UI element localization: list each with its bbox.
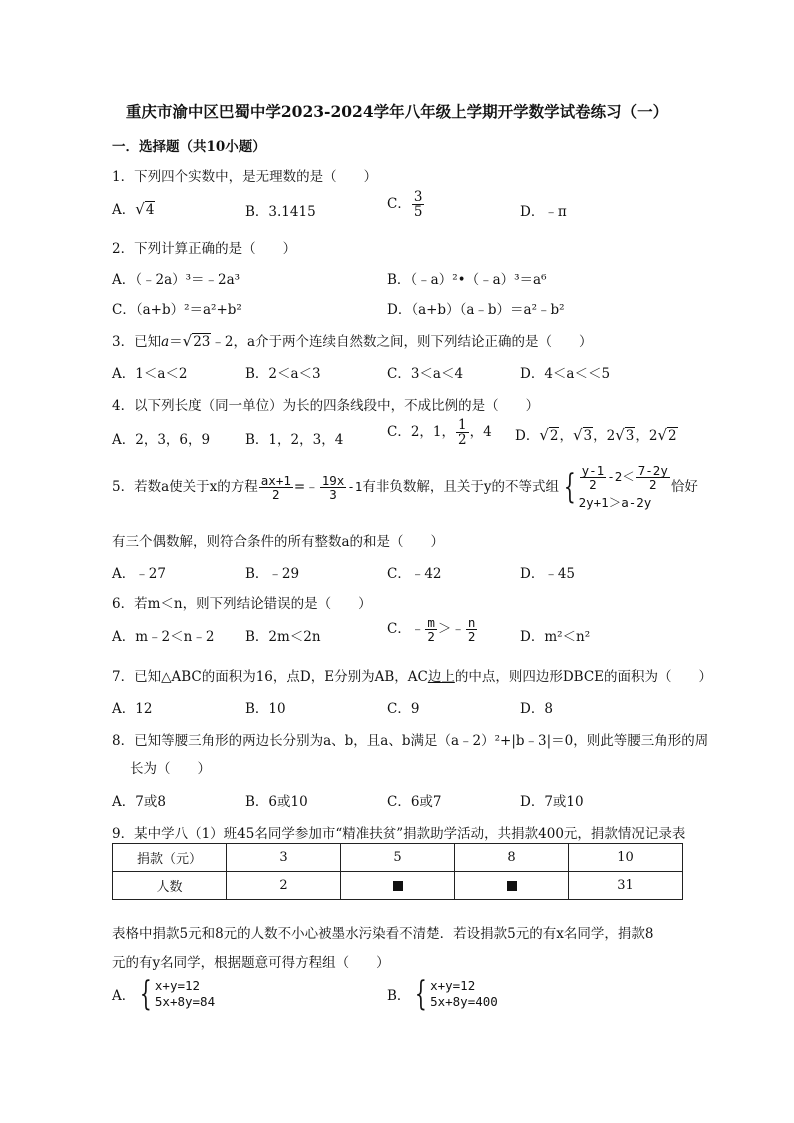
- question-9-option-a: A． { x+y=12 5x+8y=84: [112, 974, 216, 1014]
- question-6-option-c: C．﹣ $\frac{m}{2}$ ＞﹣ $\frac{n}{2}$: [387, 615, 476, 645]
- table-cell: 31: [569, 872, 683, 900]
- question-4-option-c: C．2，1， $\frac{1}{2}$ ，4: [387, 417, 492, 449]
- question-2-option-c: C．（a+b）²＝a²+b²: [112, 302, 242, 318]
- question-5-option-b: B．﹣29: [245, 566, 300, 582]
- question-2-stem: 2．下列计算正确的是（ ）: [112, 241, 297, 257]
- question-9-text-2: 元的有y名同学，根据题意可得方程组（ ）: [112, 955, 390, 971]
- question-2-option-d: D．（a+b）（a﹣b）＝a²﹣b²: [387, 302, 565, 318]
- ink-blot-cell: [455, 872, 569, 900]
- question-1-option-b: B．3.1415: [245, 204, 316, 220]
- inequality-system: $\frac{y-1}{2}$ -2＜ $\frac{7-2y}{2}$ 2y+1＞a-2y: [578, 463, 668, 511]
- table-cell: 3: [227, 844, 341, 872]
- question-8-option-b: B．6或10: [245, 794, 308, 810]
- question-8-stem-line2: 长为（ ）: [130, 761, 211, 777]
- question-6-option-d: D．m²＜n²: [520, 629, 591, 645]
- question-3-option-a: A．1＜a＜2: [112, 366, 188, 382]
- question-6-stem: 6．若m＜n，则下列结论错误的是（ ）: [112, 596, 372, 612]
- question-7-option-c: C．9: [387, 701, 420, 717]
- question-4-stem: 4．以下列长度（同一单位）为长的四条线段中，不成比例的是（ ）: [112, 398, 540, 414]
- question-4-option-b: B．1，2，3，4: [245, 432, 344, 448]
- question-7-option-d: D．8: [520, 701, 553, 717]
- question-5-option-d: D．﹣45: [520, 566, 576, 582]
- question-1-stem: 1．下列四个实数中，是无理数的是（ ）: [112, 169, 378, 185]
- table-cell: 5: [341, 844, 455, 872]
- question-3-option-b: B．2＜a＜3: [245, 366, 321, 382]
- question-9-stem: 9．某中学八（1）班45名同学参加市“精准扶贫”捐款助学活动，共捐款400元，捐款情况记录表: [112, 826, 686, 842]
- question-5-option-c: C．﹣42: [387, 566, 442, 582]
- question-8-option-a: A．7或8: [112, 794, 166, 810]
- sqrt-symbol: √4: [135, 200, 155, 218]
- table-row: [113, 844, 683, 872]
- question-1-option-a: A．√4: [112, 200, 155, 218]
- page-title: 重庆市渝中区巴蜀中学2023-2024学年八年级上学期开学数学试卷练习（一）: [125, 102, 669, 121]
- section-heading: 一．选择题（共10小题）: [112, 139, 266, 155]
- question-9-option-b: B． { x+y=12 5x+8y=400: [387, 974, 498, 1014]
- question-7-option-b: B．10: [245, 701, 286, 717]
- question-5-option-a: A．﹣27: [112, 566, 166, 582]
- table-cell: 人数: [113, 872, 227, 900]
- question-5-stem: 5．若数a使关于x的方程 $\frac{ax+1}{2}$ =﹣ $\frac{19x}{3}$ -1有非负数解，且关于y的不等式组 { $\frac{y-1}{2}$ -2＜ $\frac{7-2y}{2}$ 2y+1＞a-2y 恰好: [112, 463, 698, 511]
- question-8-option-d: D．7或10: [520, 794, 584, 810]
- question-3-stem: 3．已知a＝√23﹣2，a介于两个连续自然数之间，则下列结论正确的是（ ）: [112, 332, 593, 350]
- ink-blot-icon: [507, 881, 517, 891]
- question-7-stem: 7．已知△ABC的面积为16，点D，E分别为AB，AC边上的中点，则四边形DBCE的面积为（ ）: [112, 669, 713, 685]
- question-3-option-c: C．3＜a＜4: [387, 366, 464, 382]
- question-1-option-d: D．﹣π: [520, 204, 567, 220]
- question-1-option-c: C． $\frac{3}{5}$: [387, 189, 423, 221]
- question-8-stem: 8．已知等腰三角形的两边长分别为a、b，且a、b满足（a﹣2）²+|b﹣3|＝0，则此等腰三角形的周: [112, 733, 709, 749]
- question-6-option-b: B．2m＜2n: [245, 629, 321, 645]
- question-2-option-a: A．（﹣2a）³＝﹣2a³: [112, 272, 241, 288]
- question-6-option-a: A．m﹣2＜n﹣2: [112, 629, 215, 645]
- ink-blot-icon: [393, 881, 403, 891]
- question-5-stem-line2: 有三个偶数解，则符合条件的所有整数a的和是（ ）: [112, 534, 445, 550]
- question-7-option-a: A．12: [112, 701, 153, 717]
- question-3-option-d: D．4＜a＜＜5: [520, 366, 611, 382]
- table-cell: 捐款（元）: [113, 844, 227, 872]
- table-cell: 2: [227, 872, 341, 900]
- table-cell: 8: [455, 844, 569, 872]
- question-2-option-b: B．（﹣a）²•（﹣a）³＝a⁶: [387, 272, 547, 288]
- question-4-option-d: D．√2，√3，2√3，2√2: [515, 426, 677, 444]
- question-9-text-1: 表格中捐款5元和8元的人数不小心被墨水污染看不清楚．若设捐款5元的有x名同学，捐款8: [112, 926, 654, 942]
- question-8-option-c: C．6或7: [387, 794, 442, 810]
- table-cell: 10: [569, 844, 683, 872]
- table-row: [113, 872, 683, 900]
- ink-blot-cell: [341, 872, 455, 900]
- donation-table: [112, 843, 683, 900]
- question-4-option-a: A．2，3，6，9: [112, 432, 211, 448]
